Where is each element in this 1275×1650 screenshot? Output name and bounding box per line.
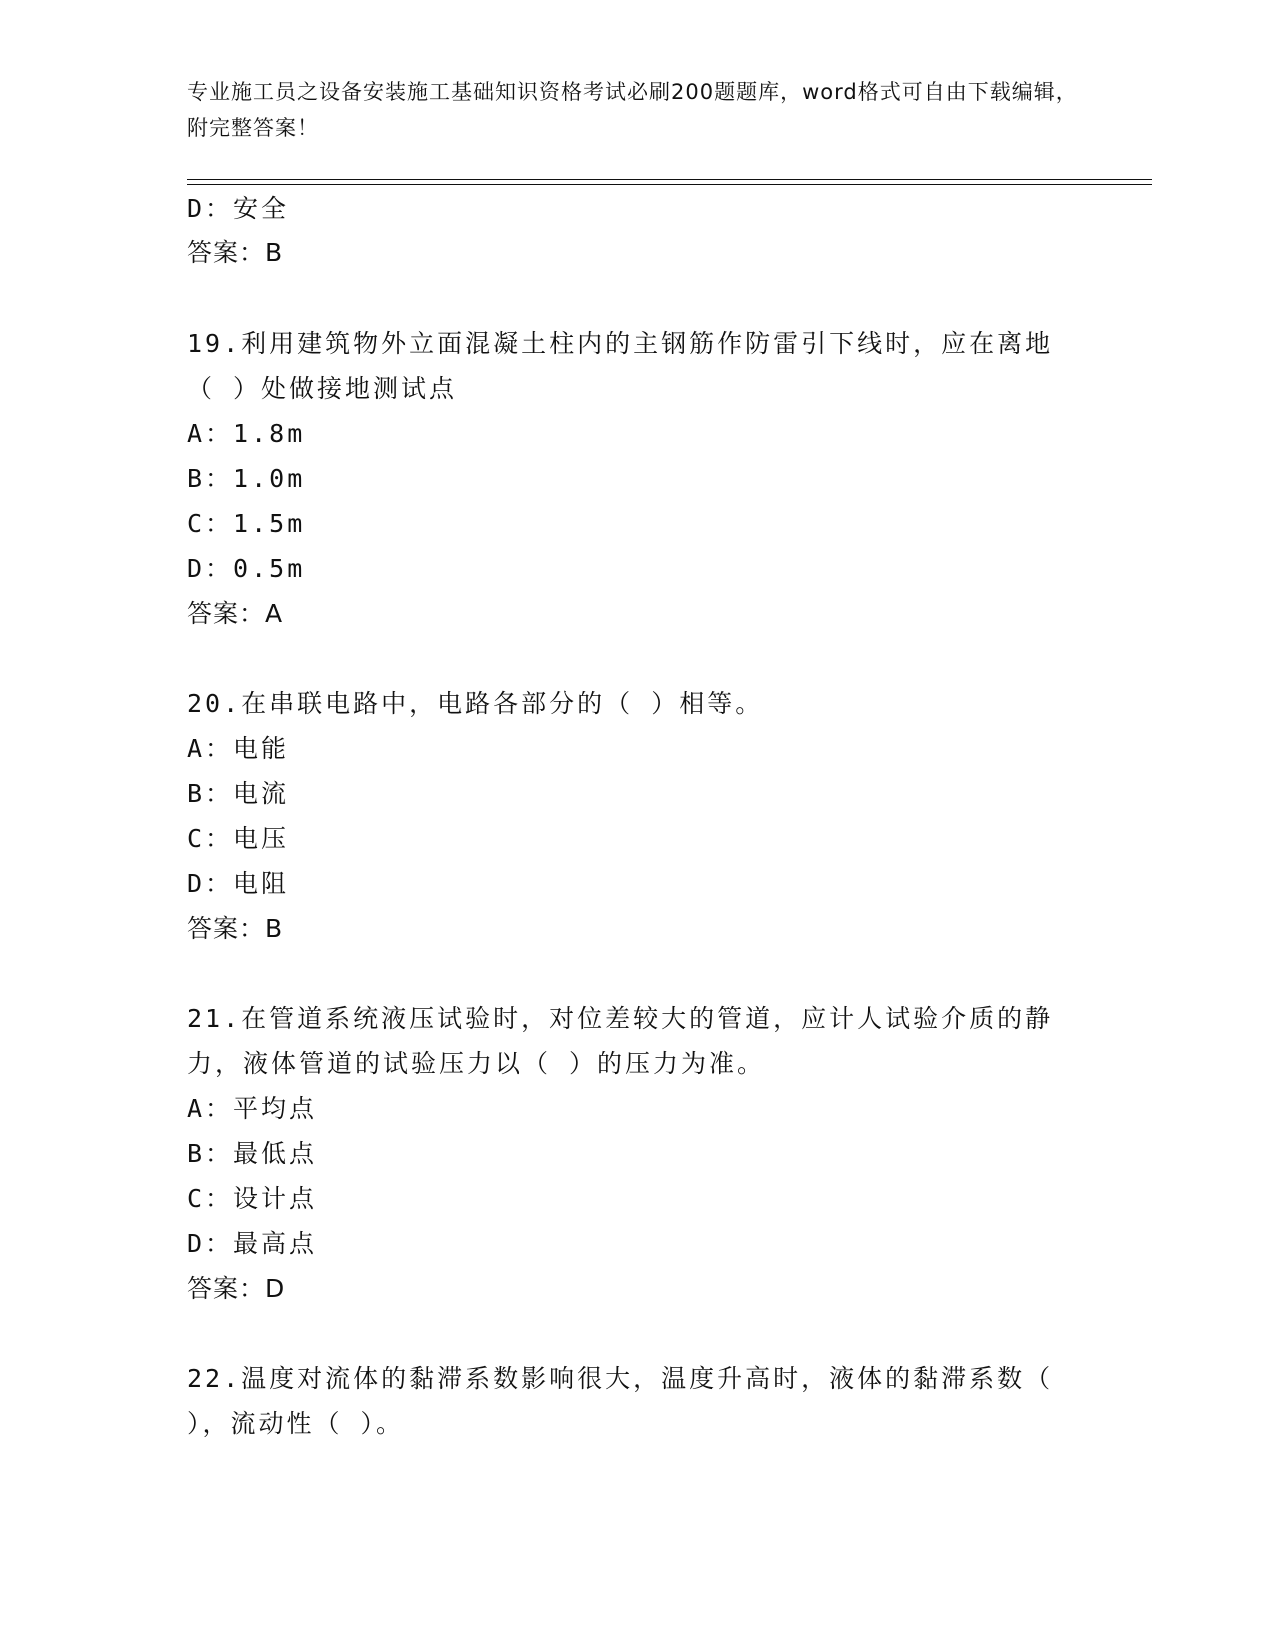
q18-answer: 答案：B: [187, 238, 284, 267]
q21-option-b: B：最低点: [187, 1139, 318, 1168]
q19-option-b: B：1.0m: [187, 464, 306, 493]
q20-answer: 答案：B: [187, 914, 284, 943]
header-divider-top: [187, 179, 1152, 180]
q20-option-b: B：电流: [187, 779, 290, 808]
q19-answer: 答案：A: [187, 599, 284, 628]
page-header: 专业施工员之设备安装施工基础知识资格考试必刷200题题库，word格式可自由下载编辑，附完整答案！: [187, 80, 1078, 140]
q19-stem-line2: （ ）处做接地测试点: [187, 374, 458, 403]
q20-option-a: A：电能: [187, 734, 290, 763]
q21-stem-line2: 力，液体管道的试验压力以（ ）的压力为准。: [187, 1049, 766, 1078]
q19-option-d: D：0.5m: [187, 554, 306, 583]
q21-answer: 答案：D: [187, 1274, 286, 1303]
q22-stem-line2: ），流动性（ ）。: [187, 1409, 405, 1438]
header-divider-bottom: [187, 184, 1152, 185]
q20-stem-line1: 20.在串联电路中，电路各部分的（ ）相等。: [187, 689, 764, 718]
q21-option-a: A：平均点: [187, 1094, 318, 1123]
q20-option-d: D：电阻: [187, 869, 290, 898]
q18-option-d: D：安全: [187, 194, 290, 223]
q21-option-c: C：设计点: [187, 1184, 318, 1213]
q19-option-c: C：1.5m: [187, 509, 306, 538]
q19-stem-line1: 19.利用建筑物外立面混凝土柱内的主钢筋作防雷引下线时，应在离地: [187, 329, 1054, 358]
q21-stem-line1: 21.在管道系统液压试验时，对位差较大的管道，应计人试验介质的静: [187, 1004, 1054, 1033]
q20-option-c: C：电压: [187, 824, 290, 853]
q22-stem-line1: 22.温度对流体的黏滞系数影响很大，温度升高时，液体的黏滞系数（: [187, 1364, 1054, 1393]
q21-option-d: D：最高点: [187, 1229, 318, 1258]
q19-option-a: A：1.8m: [187, 419, 306, 448]
